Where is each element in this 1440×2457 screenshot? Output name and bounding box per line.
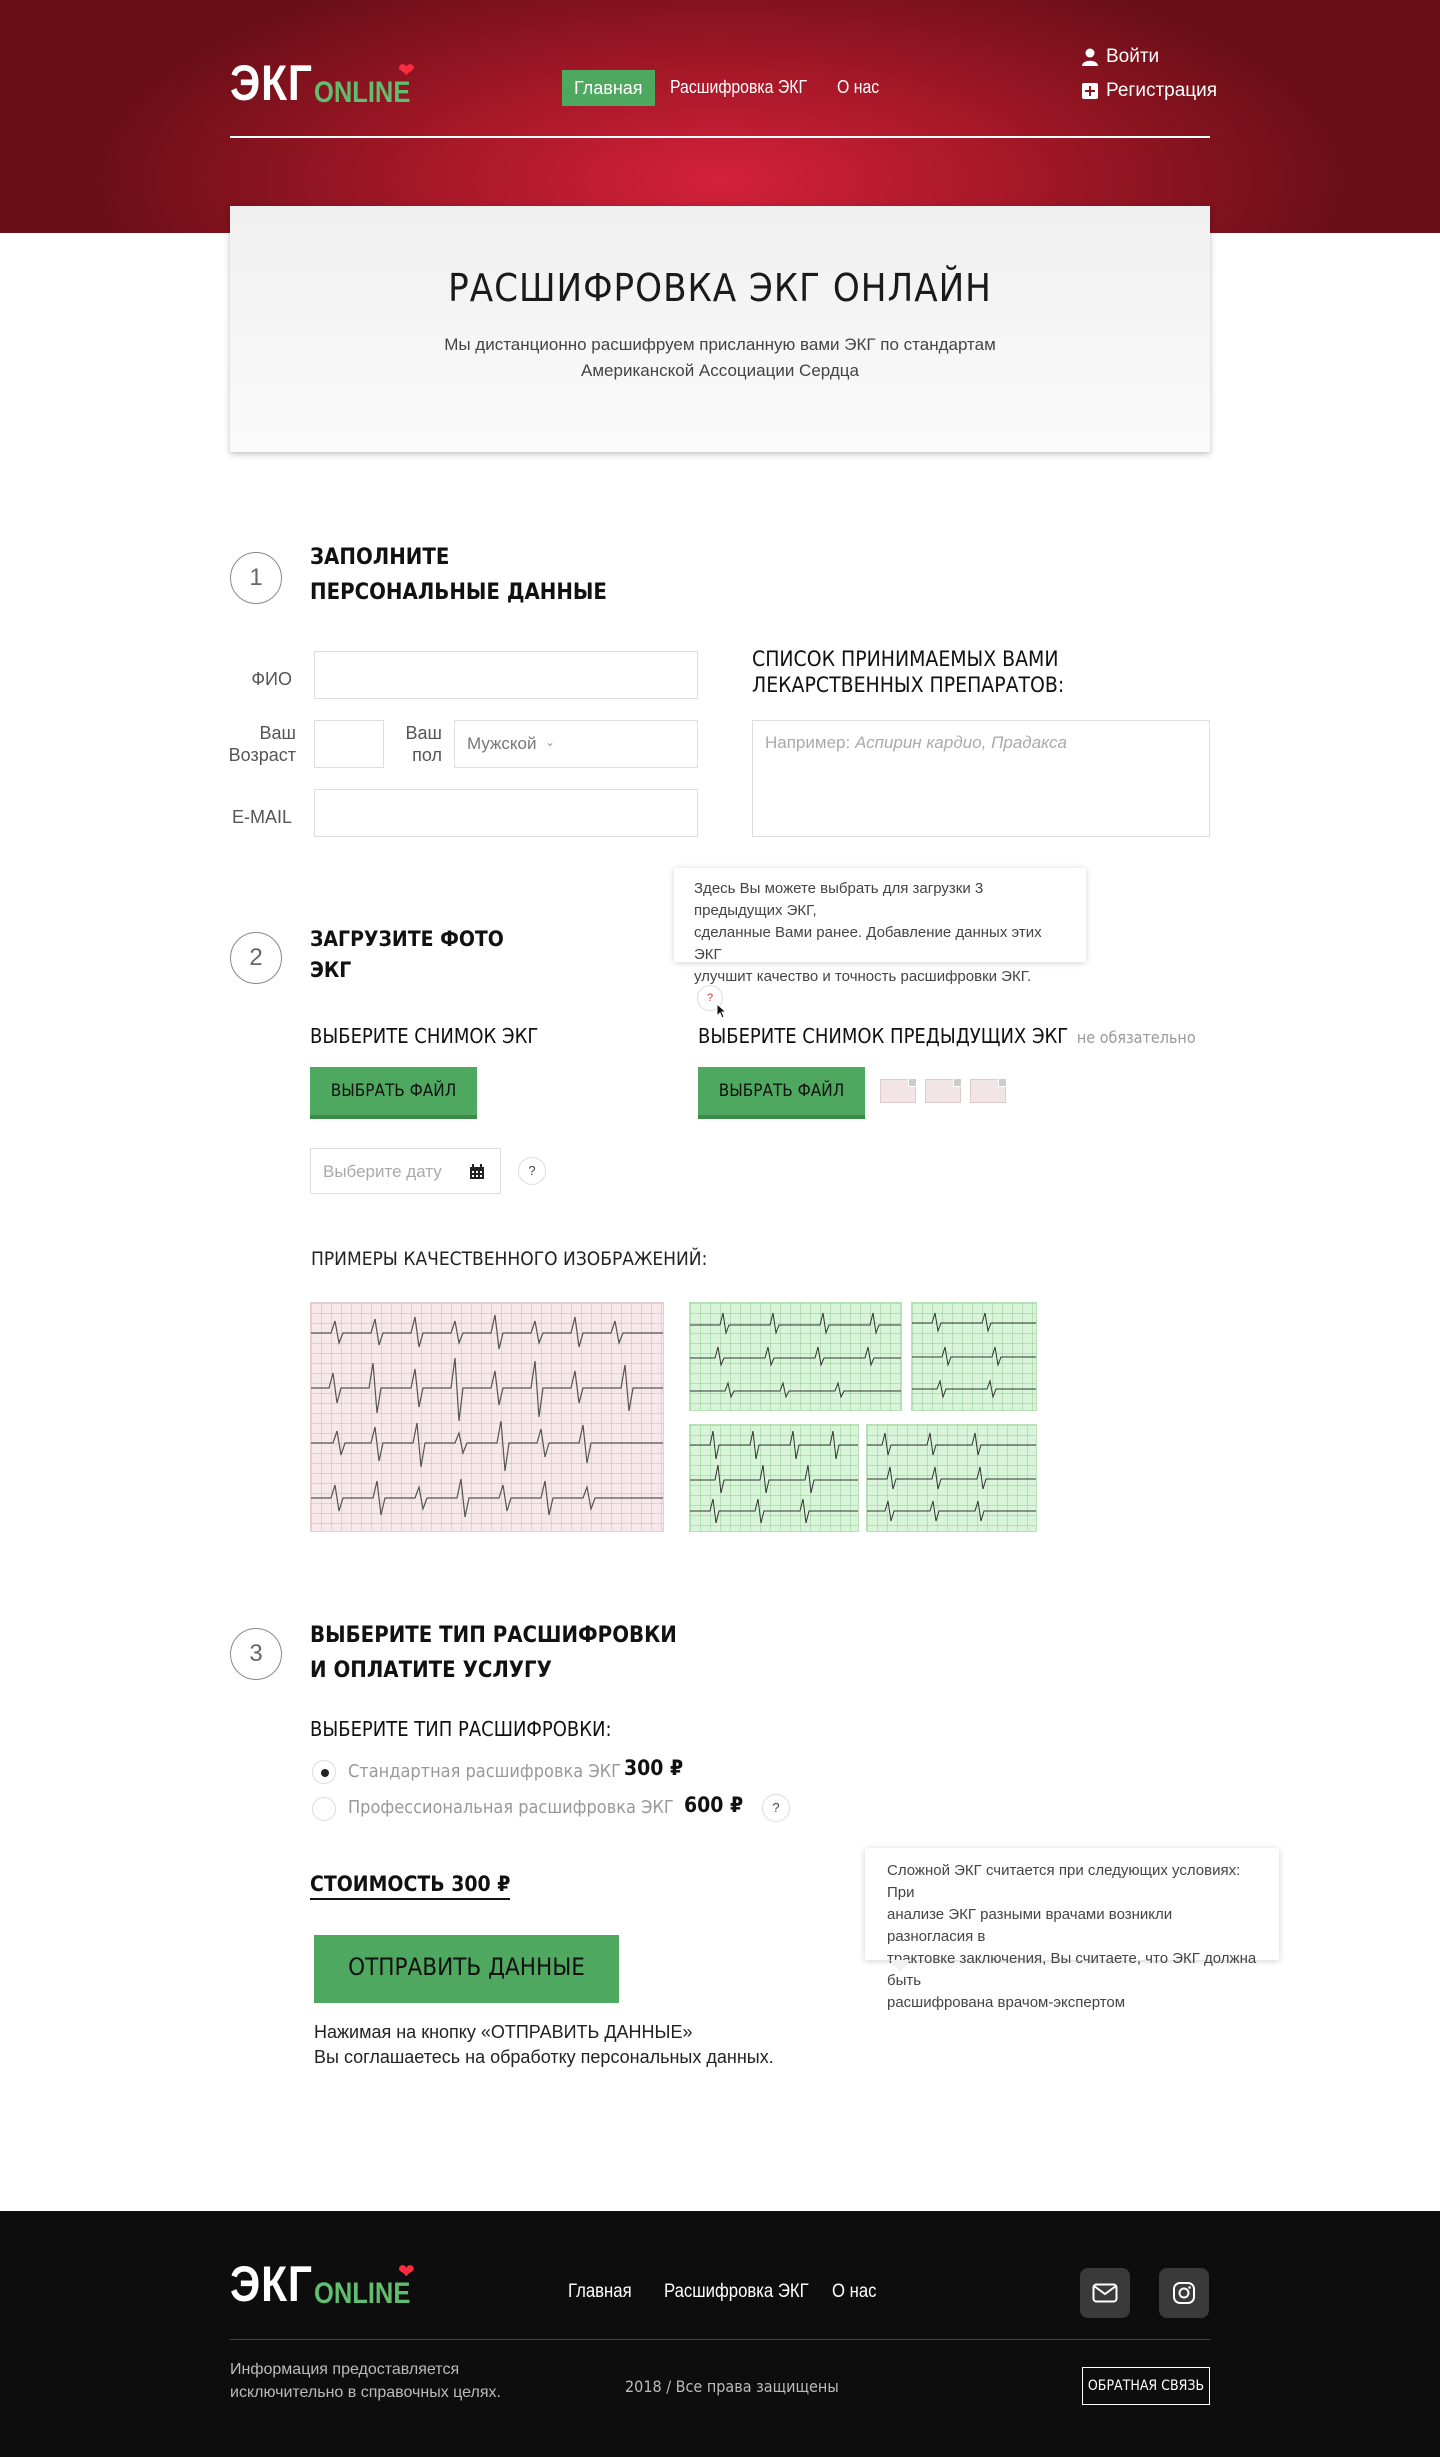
pro-tooltip-line4: расшифрована врачом-экспертом xyxy=(887,1994,1126,2011)
intro-card xyxy=(230,206,1210,452)
drugs-placeholder-prefix: Например: xyxy=(765,733,855,752)
optional-note: не обязательно xyxy=(1076,1028,1196,1047)
footer-copyright: 2018 / Все права защищены xyxy=(625,2377,839,2396)
heart-icon: ❤ xyxy=(398,2261,415,2283)
date-placeholder: Выберите дату xyxy=(323,1162,442,1181)
cursor-icon xyxy=(716,1003,728,1019)
footer xyxy=(0,2211,1440,2457)
previous-ecg-thumb-3[interactable] xyxy=(970,1079,1006,1103)
envelope-icon xyxy=(1092,2283,1118,2303)
option-professional-label[interactable]: Профессиональная расшифровка ЭКГ xyxy=(348,1797,674,1818)
sex-label xyxy=(396,722,442,766)
intro-text xyxy=(230,332,1210,384)
previous-ecg-tooltip xyxy=(674,868,1086,985)
feedback-button[interactable]: ОБРАТНАЯ СВЯЗЬ xyxy=(1082,2367,1210,2405)
consent-line1: Нажимая на кнопку «ОТПРАВИТЬ ДАННЫЕ» xyxy=(314,2022,693,2042)
sex-select[interactable] xyxy=(454,720,698,768)
date-help-icon[interactable]: ? xyxy=(518,1157,546,1185)
register-link[interactable] xyxy=(1082,80,1217,102)
drugs-title xyxy=(752,646,1064,698)
ecg-trace xyxy=(912,1303,1036,1410)
footer-divider xyxy=(230,2339,1210,2340)
step1-number: 1 xyxy=(230,552,282,604)
example-ecg-image-3 xyxy=(911,1302,1037,1411)
step3-title-line2: И ОПЛАТИТЕ УСЛУГУ xyxy=(310,1658,552,1683)
tooltip-line2: сделанные Вами ранее. Добавление данных этих ЭКГ xyxy=(694,924,1042,963)
user-icon xyxy=(1082,48,1098,66)
total-cost: СТОИМОСТЬ 300 ₽ xyxy=(310,1872,510,1900)
professional-help-icon[interactable]: ? xyxy=(762,1794,790,1822)
choose-prev-file-button[interactable]: ВЫБРАТЬ ФАЙЛ xyxy=(698,1067,865,1119)
footer-nav-home[interactable]: Главная xyxy=(568,2281,632,2302)
example-ecg-image-1 xyxy=(310,1302,664,1532)
step1-title-line2: ПЕРСОНАЛЬНЫЕ ДАННЫЕ xyxy=(310,580,607,605)
intro-text-line1: Мы дистанционно расшифруем присланную вами ЭКГ по стандартам xyxy=(444,335,996,354)
submit-button[interactable]: ОТПРАВИТЬ ДАННЫЕ xyxy=(314,1935,619,2003)
footer-nav-ecg[interactable]: Расшифровка ЭКГ xyxy=(664,2281,809,2302)
examples-title: ПРИМЕРЫ КАЧЕСТВЕННОГО ИЗОБРАЖЕНИЙ: xyxy=(311,1248,708,1270)
previous-ecg-help-icon[interactable]: ? xyxy=(697,985,723,1011)
professional-tooltip xyxy=(865,1848,1279,2011)
sex-label-line1: Ваш xyxy=(405,723,442,743)
age-label-line2: Возраст xyxy=(228,745,296,765)
option-professional-price: 600 ₽ xyxy=(684,1793,744,1817)
consent-line2: Вы соглашаетесь на обработку персональных данных. xyxy=(314,2047,774,2067)
drugs-title-line2: ЛЕКАРСТВЕННЫХ ПРЕПАРАТОВ: xyxy=(752,673,1065,697)
previous-ecg-thumb-2[interactable] xyxy=(925,1079,961,1103)
consent-text xyxy=(314,2020,774,2070)
login-label: Войти xyxy=(1106,46,1160,67)
email-input[interactable] xyxy=(314,789,698,837)
radio-professional[interactable] xyxy=(312,1797,336,1821)
email-social-button[interactable] xyxy=(1080,2268,1130,2318)
fio-label: ФИО xyxy=(251,669,292,689)
sex-select-value: Мужской xyxy=(467,734,537,753)
choose-ecg-title: ВЫБЕРИТЕ СНИМОК ЭКГ xyxy=(310,1024,539,1048)
footer-info-line1: Информация предоставляется xyxy=(230,2361,460,2378)
step2-title xyxy=(310,924,504,986)
logo-online-text: ONLINE xyxy=(314,76,411,109)
nav-home[interactable]: Главная xyxy=(562,70,655,106)
ecg-trace xyxy=(690,1425,858,1531)
choose-file-button[interactable]: ВЫБРАТЬ ФАЙЛ xyxy=(310,1067,477,1119)
choose-prev-title: ВЫБЕРИТЕ СНИМОК ПРЕДЫДУЩИХ ЭКГ xyxy=(698,1024,1069,1048)
step2-title-line1: ЗАГРУЗИТЕ ФОТО xyxy=(310,927,504,951)
date-input[interactable] xyxy=(310,1148,501,1194)
option-standard-price: 300 ₽ xyxy=(624,1756,684,1780)
pro-tooltip-line2: анализе ЭКГ разными врачами возникли разногласия в xyxy=(887,1906,1173,1945)
nav-about[interactable]: О нас xyxy=(837,77,880,97)
tooltip-line3: улучшит качество и точность расшифровки ЭКГ. xyxy=(694,968,1032,985)
instagram-social-button[interactable] xyxy=(1159,2268,1209,2318)
example-ecg-image-4 xyxy=(689,1424,859,1532)
age-label xyxy=(200,722,296,766)
drugs-textarea[interactable] xyxy=(752,720,1210,837)
ecg-trace xyxy=(690,1303,901,1410)
register-label: Регистрация xyxy=(1106,80,1218,101)
age-label-line1: Ваш xyxy=(259,723,296,743)
step2-title-line2: ЭКГ xyxy=(310,958,352,982)
intro-text-line2: Американской Ассоциации Сердца xyxy=(581,361,859,380)
drugs-placeholder-example: Аспирин кардио, Прадакса xyxy=(854,733,1067,752)
tooltip-arrow xyxy=(890,1960,910,1972)
previous-ecg-thumb-1[interactable] xyxy=(880,1079,916,1103)
step3-title xyxy=(310,1618,677,1688)
header-divider xyxy=(230,136,1210,138)
step3-number: 3 xyxy=(230,1628,282,1680)
step1-title xyxy=(310,540,607,610)
example-ecg-image-2 xyxy=(689,1302,902,1411)
choose-prev-title-row xyxy=(698,1024,1196,1048)
step2-number: 2 xyxy=(230,932,282,984)
sex-label-line2: пол xyxy=(412,745,442,765)
type-title: ВЫБЕРИТЕ ТИП РАСШИФРОВКИ: xyxy=(310,1717,612,1741)
footer-info-line2: исключительно в справочных целях. xyxy=(230,2384,501,2401)
calendar-icon[interactable] xyxy=(469,1164,485,1180)
ecg-trace xyxy=(867,1425,1036,1531)
step3-title-line1: ВЫБЕРИТЕ ТИП РАСШИФРОВКИ xyxy=(310,1623,677,1648)
drugs-title-line1: СПИСОК ПРИНИМАЕМЫХ ВАМИ xyxy=(752,647,1059,671)
page-title: РАСШИФРОВКА ЭКГ ОНЛАЙН xyxy=(448,266,992,310)
option-standard-label[interactable]: Стандартная расшифровка ЭКГ xyxy=(348,1761,622,1782)
fio-input[interactable] xyxy=(314,651,698,699)
footer-info xyxy=(230,2358,501,2404)
radio-standard[interactable] xyxy=(312,1760,336,1784)
heart-icon: ❤ xyxy=(398,60,415,82)
nav-ecg[interactable]: Расшифровка ЭКГ xyxy=(670,77,808,97)
login-link[interactable] xyxy=(1082,46,1159,68)
email-label: E-MAIL xyxy=(231,807,292,827)
example-ecg-image-5 xyxy=(866,1424,1037,1532)
pro-tooltip-line3: трактовке заключения, Вы считаете, что ЭКГ должна быть xyxy=(887,1950,1257,1989)
chevron-down-icon: ⌄ xyxy=(545,735,556,749)
step1-title-line1: ЗАПОЛНИТЕ xyxy=(310,545,450,570)
footer-logo-online-text: ONLINE xyxy=(314,2277,411,2310)
footer-nav-about[interactable]: О нас xyxy=(832,2281,877,2302)
logo-text: ЭКГ xyxy=(230,55,313,111)
plus-square-icon xyxy=(1082,83,1098,99)
pro-tooltip-line1: Сложной ЭКГ считается при следующих условиях: При xyxy=(887,1862,1241,1901)
ecg-trace xyxy=(311,1303,663,1531)
header-hero xyxy=(0,0,1440,233)
age-input[interactable] xyxy=(314,720,384,768)
instagram-icon xyxy=(1172,2281,1196,2305)
tooltip-line1: Здесь Вы можете выбрать для загрузки 3 предыдущих ЭКГ, xyxy=(694,880,984,919)
footer-logo-text: ЭКГ xyxy=(230,2256,313,2312)
drugs-placeholder xyxy=(765,733,1067,753)
